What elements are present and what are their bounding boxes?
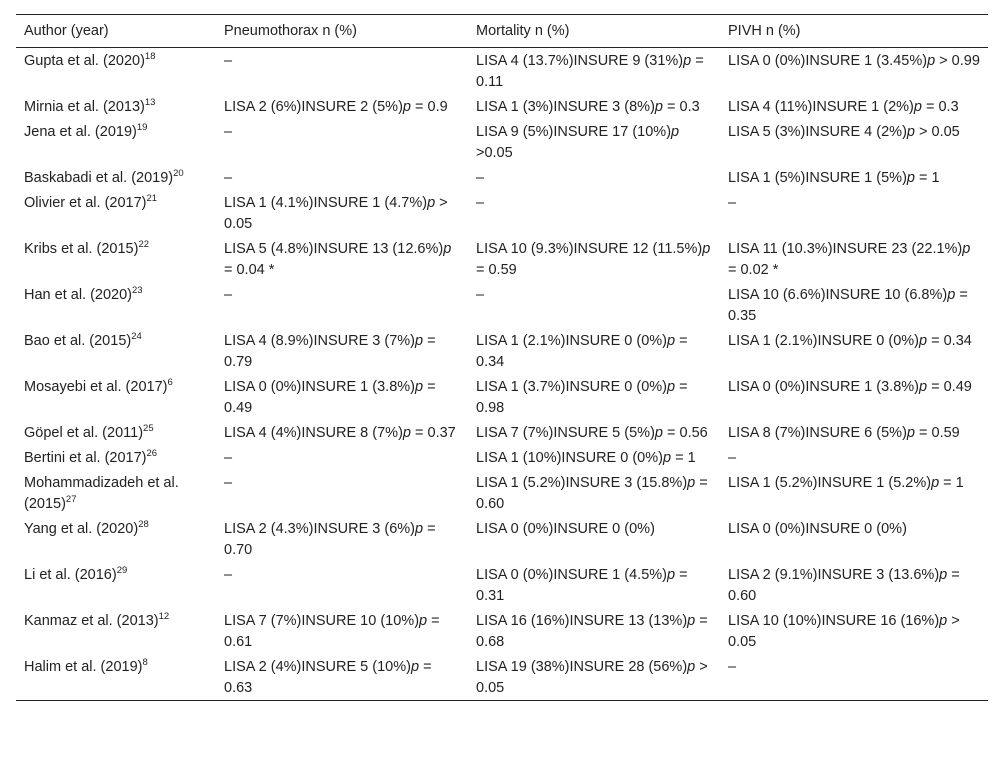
mortality-cell [468,282,720,328]
pivh-cell [720,608,988,654]
pivh-cell [720,48,988,95]
table-row [16,374,988,420]
mortality-cell [468,562,720,608]
cell-text: – [224,53,233,69]
reference-number: 21 [146,193,158,204]
cell-text: – [728,659,737,675]
cell-text: = 0.63 [224,659,432,696]
cell-text: = 1 [671,450,696,466]
table-row [16,94,988,119]
cell-text: = 0.04 * [224,262,275,278]
cell-text: – [728,450,737,466]
table-row [16,165,988,190]
table-row [16,470,988,516]
cell-text: = 0.56 [662,425,708,441]
cell-text: – [224,450,233,466]
pneumothorax-cell [216,445,468,470]
cell-text: LISA 0 (0%)INSURE 1 (3.45%) [728,53,928,69]
cell-text: – [476,170,485,186]
p-value-symbol: p [654,425,663,441]
reference-number: 25 [143,423,154,434]
p-value-symbol: p [667,379,676,395]
pivh-cell [720,282,988,328]
reference-number: 22 [138,239,150,250]
author-cell [16,562,216,608]
pneumothorax-cell [216,654,468,701]
cell-text: LISA 1 (5.2%)INSURE 3 (15.8%) [476,475,688,491]
pivh-cell [720,119,988,165]
author-name: Bertini et al. (2017) [24,450,147,466]
pneumothorax-cell [216,470,468,516]
cell-text: = 0.60 [728,567,960,604]
cell-text: LISA 9 (5%)INSURE 17 (10%) [476,124,672,140]
cell-text: > 0.05 [476,659,708,696]
cell-text: LISA 1 (2.1%)INSURE 0 (0%) [728,333,919,349]
author-name: Mirnia et al. (2013) [24,99,145,115]
reference-number: 19 [136,122,148,133]
cell-text: = 0.59 [476,262,517,278]
cell-text: LISA 5 (3%)INSURE 4 (2%) [728,124,907,140]
mortality-cell [468,94,720,119]
author-name: Göpel et al. (2011) [24,425,144,441]
cell-text: >0.05 [476,145,513,161]
mortality-cell [468,328,720,374]
p-value-symbol: p [415,521,424,537]
cell-text: LISA 4 (13.7%)INSURE 9 (31%) [476,53,684,69]
p-value-symbol: p [427,195,436,211]
cell-text: = 0.59 [914,425,960,441]
cell-text: LISA 11 (10.3%)INSURE 23 (22.1%) [728,241,963,257]
pivh-cell [720,94,988,119]
cell-text: LISA 4 (11%)INSURE 1 (2%) [728,99,914,115]
p-value-symbol: p [443,241,452,257]
cell-text: LISA 2 (9.1%)INSURE 3 (13.6%) [728,567,940,583]
table-row [16,608,988,654]
pneumothorax-cell [216,236,468,282]
mortality-cell [468,374,720,420]
cell-text: LISA 8 (7%)INSURE 6 (5%) [728,425,907,441]
p-value-symbol: p [919,379,928,395]
reference-number: 20 [173,168,184,179]
p-value-symbol: p [906,124,915,140]
p-value-symbol: p [415,379,424,395]
cell-text: LISA 10 (9.3%)INSURE 12 (11.5%) [476,241,703,257]
cell-text: LISA 2 (4.3%)INSURE 3 (6%) [224,521,415,537]
cell-text: = 0.34 [476,333,688,370]
author-cell [16,470,216,516]
pneumothorax-cell [216,516,468,562]
author-name: Mohammadizadeh et al. (2015) [24,475,179,512]
reference-number: 12 [158,611,170,622]
author-cell [16,48,216,95]
reference-number: 29 [116,565,128,576]
pivh-cell [720,165,988,190]
cell-text: – [476,195,485,211]
header-mortality: Mortality n (%) [476,23,570,39]
table-row [16,420,988,445]
cell-text: = 0.37 [410,425,456,441]
cell-text: LISA 10 (10%)INSURE 16 (16%) [728,613,940,629]
cell-text: LISA 19 (38%)INSURE 28 (56%) [476,659,688,675]
cell-text: LISA 4 (4%)INSURE 8 (7%) [224,425,403,441]
pivh-cell [720,420,988,445]
cell-text: = 0.34 [927,333,972,349]
cell-text: LISA 1 (4.1%)INSURE 1 (4.7%) [224,195,428,211]
reference-number: 18 [144,51,156,62]
cell-text: LISA 0 (0%)INSURE 0 (0%) [476,521,655,537]
author-cell [16,236,216,282]
cell-text: LISA 0 (0%)INSURE 1 (3.8%) [224,379,415,395]
results-table-container [16,14,988,701]
cell-text: LISA 0 (0%)INSURE 1 (3.8%) [728,379,919,395]
p-value-symbol: p [947,287,956,303]
cell-text: = 1 [939,475,964,491]
p-value-symbol: p [687,475,696,491]
author-cell [16,94,216,119]
cell-text: = 0.70 [224,521,436,558]
p-value-symbol: p [654,99,663,115]
cell-text: LISA 1 (3%)INSURE 3 (8%) [476,99,655,115]
pneumothorax-cell [216,165,468,190]
author-name: Jena et al. (2019) [24,124,137,140]
cell-text: LISA 7 (7%)INSURE 5 (5%) [476,425,655,441]
table-row [16,119,988,165]
pneumothorax-cell [216,328,468,374]
cell-text: = 0.11 [476,53,704,90]
p-value-symbol: p [906,425,915,441]
pivh-cell [720,374,988,420]
cell-text: LISA 2 (6%)INSURE 2 (5%) [224,99,403,115]
author-cell [16,165,216,190]
table-row [16,190,988,236]
author-cell [16,516,216,562]
author-name: Halim et al. (2019) [24,659,143,675]
author-name: Li et al. (2016) [24,567,117,583]
cell-text: LISA 0 (0%)INSURE 0 (0%) [728,521,907,537]
p-value-symbol: p [687,659,696,675]
cell-text: – [224,567,233,583]
cell-text: = 1 [914,170,940,186]
author-name: Gupta et al. (2020) [24,53,145,69]
p-value-symbol: p [402,99,411,115]
cell-text: LISA 16 (16%)INSURE 13 (13%) [476,613,688,629]
table-row [16,445,988,470]
p-value-symbol: p [927,53,936,69]
mortality-cell [468,165,720,190]
pneumothorax-cell [216,420,468,445]
reference-number: 24 [131,331,142,342]
pivh-cell [720,562,988,608]
pneumothorax-cell [216,374,468,420]
author-cell [16,420,216,445]
cell-text: LISA 7 (7%)INSURE 10 (10%) [224,613,420,629]
cell-text: LISA 1 (5.2%)INSURE 1 (5.2%) [728,475,932,491]
p-value-symbol: p [913,99,922,115]
mortality-cell [468,445,720,470]
pneumothorax-cell [216,608,468,654]
cell-text: > 0.99 [935,53,980,69]
pivh-cell [720,236,988,282]
cell-text: LISA 4 (8.9%)INSURE 3 (7%) [224,333,415,349]
cell-text: – [224,170,233,186]
cell-text: = 0.3 [662,99,700,115]
author-cell [16,119,216,165]
table-header [16,15,988,48]
p-value-symbol: p [939,567,948,583]
reference-number: 13 [144,97,156,108]
pneumothorax-cell [216,48,468,95]
cell-text: = 0.60 [476,475,708,512]
cell-text: = 0.9 [410,99,448,115]
reference-number: 23 [132,285,143,296]
author-cell [16,445,216,470]
author-cell [16,654,216,701]
mortality-cell [468,48,720,95]
cell-text: > 0.05 [728,613,960,650]
pivh-cell [720,190,988,236]
p-value-symbol: p [667,333,676,349]
mortality-cell [468,516,720,562]
cell-text: LISA 5 (4.8%)INSURE 13 (12.6%) [224,241,444,257]
cell-text: = 0.49 [224,379,436,416]
cell-text: > 0.05 [914,124,960,140]
mortality-cell [468,470,720,516]
pneumothorax-cell [216,282,468,328]
mortality-cell [468,236,720,282]
table-row [16,282,988,328]
pivh-cell [720,470,988,516]
p-value-symbol: p [687,613,696,629]
header-pivh: PIVH n (%) [728,23,801,39]
cell-text: = 0.49 [927,379,972,395]
author-name: Mosayebi et al. (2017) [24,379,168,395]
author-name: Han et al. (2020) [24,287,133,303]
p-value-symbol: p [939,613,948,629]
cell-text: LISA 1 (5%)INSURE 1 (5%) [728,170,907,186]
cell-text: – [224,124,233,140]
author-cell [16,328,216,374]
cell-text: LISA 1 (2.1%)INSURE 0 (0%) [476,333,667,349]
table-row [16,328,988,374]
cell-text: – [476,287,485,303]
p-value-symbol: p [671,124,680,140]
reference-number: 27 [65,494,77,505]
table-row [16,516,988,562]
p-value-symbol: p [931,475,940,491]
table-row [16,562,988,608]
header-author: Author (year) [24,23,109,39]
p-value-symbol: p [702,241,711,257]
cell-text: = 0.31 [476,567,688,604]
cell-text: = 0.02 * [728,262,779,278]
author-name: Kribs et al. (2015) [24,241,139,257]
cell-text: = 0.35 [728,287,968,324]
p-value-symbol: p [919,333,928,349]
p-value-symbol: p [415,333,424,349]
reference-number: 6 [167,377,173,388]
table-body [16,48,988,701]
cell-text: LISA 1 (10%)INSURE 0 (0%) [476,450,663,466]
reference-number: 8 [142,657,148,668]
pneumothorax-cell [216,190,468,236]
author-name: Olivier et al. (2017) [24,195,147,211]
pivh-cell [720,516,988,562]
cell-text: = 0.68 [476,613,708,650]
results-table [16,14,988,701]
author-cell [16,374,216,420]
cell-text: = 0.79 [224,333,436,370]
p-value-symbol: p [683,53,692,69]
p-value-symbol: p [402,425,411,441]
mortality-cell [468,420,720,445]
pivh-cell [720,328,988,374]
p-value-symbol: p [906,170,915,186]
mortality-cell [468,654,720,701]
p-value-symbol: p [419,613,428,629]
pneumothorax-cell [216,94,468,119]
author-cell [16,282,216,328]
pneumothorax-cell [216,119,468,165]
author-name: Yang et al. (2020) [24,521,139,537]
header-row [16,15,988,48]
pneumothorax-cell [216,562,468,608]
cell-text: = 0.98 [476,379,688,416]
reference-number: 28 [138,519,149,530]
author-name: Baskabadi et al. (2019) [24,170,174,186]
pivh-cell [720,654,988,701]
p-value-symbol: p [410,659,420,675]
cell-text: LISA 1 (3.7%)INSURE 0 (0%) [476,379,667,395]
author-name: Kanmaz et al. (2013) [24,613,159,629]
author-name: Bao et al. (2015) [24,333,132,349]
header-pneumothorax: Pneumothorax n (%) [224,23,357,39]
cell-text: > 0.05 [224,195,448,232]
table-row [16,48,988,95]
author-cell [16,190,216,236]
mortality-cell [468,190,720,236]
reference-number: 26 [146,448,158,459]
author-cell [16,608,216,654]
table-row [16,236,988,282]
table-row [16,654,988,701]
cell-text: LISA 10 (6.6%)INSURE 10 (6.8%) [728,287,948,303]
cell-text: = 0.61 [224,613,440,650]
cell-text: – [224,287,233,303]
mortality-cell [468,119,720,165]
cell-text: – [224,475,233,491]
pivh-cell [720,445,988,470]
p-value-symbol: p [662,450,672,466]
cell-text: – [728,195,737,211]
cell-text: LISA 0 (0%)INSURE 1 (4.5%) [476,567,667,583]
cell-text: LISA 2 (4%)INSURE 5 (10%) [224,659,411,675]
mortality-cell [468,608,720,654]
cell-text: = 0.3 [921,99,959,115]
p-value-symbol: p [667,567,676,583]
p-value-symbol: p [962,241,971,257]
